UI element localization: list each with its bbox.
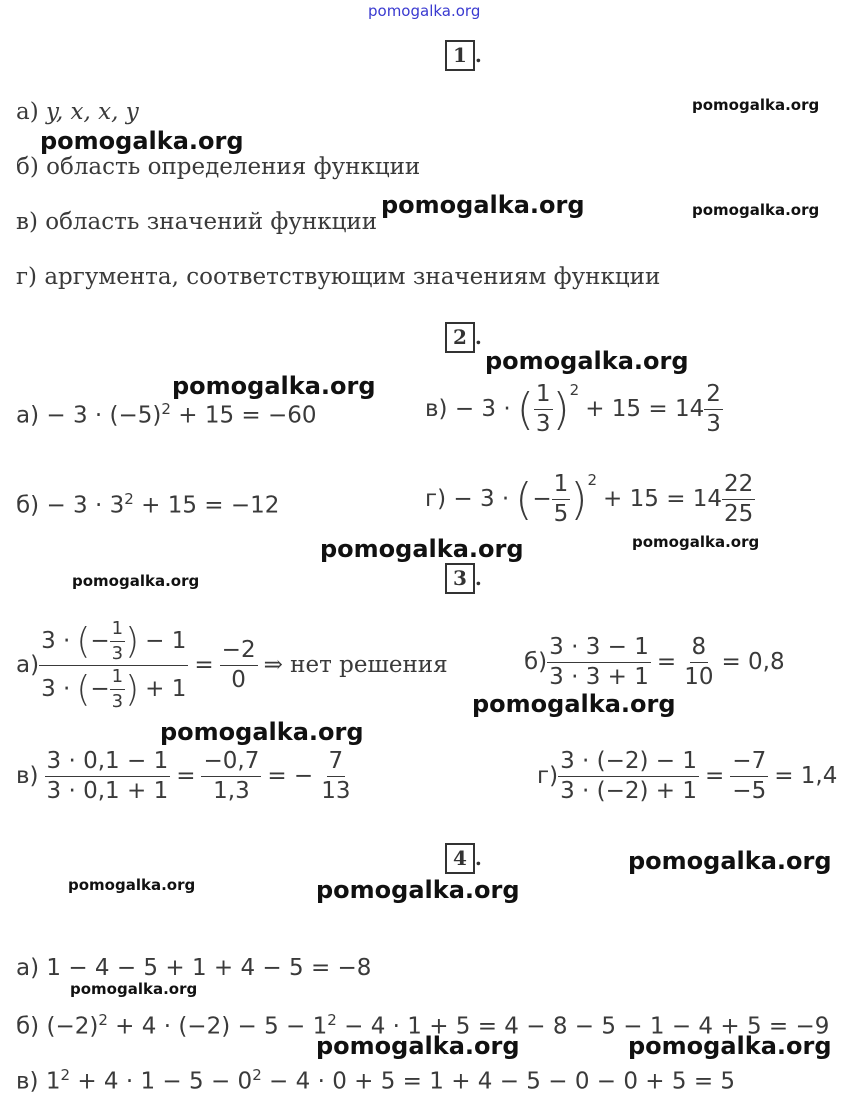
watermark: pomogalka.org: [172, 372, 376, 400]
watermark: pomogalka.org: [40, 127, 244, 155]
watermark: pomogalka.org: [316, 876, 520, 904]
section-1-header: 1 .: [445, 40, 482, 71]
task2-v: в) − 3 · ( $\frac{1}{3}$ ) 2 + 15 = 14 $\frac{2}{3}$: [425, 381, 721, 437]
watermark: pomogalka.org: [72, 572, 200, 590]
task2-g: г) − 3 · ( − $\frac{1}{5}$ ) 2 + 15 = 14 $\frac{22}{25}$: [425, 471, 754, 527]
task1-a: а) y, x, x, y: [16, 99, 139, 125]
watermark: pomogalka.org: [632, 533, 760, 551]
watermark: pomogalka.org: [692, 96, 820, 114]
watermark: pomogalka.org: [68, 876, 196, 894]
task4-b: б) $(-2)^2 + 4 \cdot (-2) - 5 - 1^2 - 4 \cdot 1 + 5 = 4 - 8 - 5 - 1 - 4 + 5 = -9$: [16, 1011, 830, 1040]
task2-b: $б) - 3 \cdot 3^2 + 15 = -12$: [16, 490, 280, 519]
watermark: pomogalka.org: [628, 847, 832, 875]
task3-a: а) 3 · ( − $\frac{1}{3}$ ) − 1 3 · ( − $\frac{1}{3}$ ) + 1 = $\frac{-2}{0}$ ⇒ нет решения: [16, 618, 448, 712]
section-2-number: 2: [445, 322, 475, 353]
task4-a: а) 1 − 4 − 5 + 1 + 4 − 5 = −8: [16, 955, 372, 981]
watermark: pomogalka.org: [628, 1032, 832, 1060]
task3-b: б) $\frac{3 \cdot 3 - 1}{3 \cdot 3 + 1}$ = $\frac{8}{10}$ = 0,8: [524, 634, 785, 690]
watermark: pomogalka.org: [316, 1032, 520, 1060]
section-1-number: 1: [445, 40, 475, 71]
task1-g: г) аргумента, соответствующим значениям функции: [16, 264, 661, 290]
section-3-number: 3: [445, 563, 475, 594]
section-4-number: 4: [445, 843, 475, 874]
task1-v: в) область значений функции: [16, 209, 378, 235]
task3-v: в) $\frac{3 \cdot 0,1 - 1}{3 \cdot 0,1 + 1}$ = $\frac{-0,7}{1,3}$ = − $\frac{7}{13}$: [16, 748, 351, 804]
section-3-header: 3 .: [445, 563, 482, 594]
watermark: pomogalka.org: [692, 201, 820, 219]
watermark: pomogalka.org: [70, 980, 198, 998]
watermark: pomogalka.org: [381, 191, 585, 219]
task1-b: б) область определения функции: [16, 154, 421, 180]
watermark-top: pomogalka.org: [368, 2, 481, 20]
watermark: pomogalka.org: [485, 347, 689, 375]
section-4-header: 4 .: [445, 843, 482, 874]
task2-a: $а) - 3 \cdot (-5)^2 + 15 = -60$: [16, 400, 317, 429]
section-2-header: 2 .: [445, 322, 482, 353]
task3-g: г) $\frac{3 \cdot (-2) - 1}{3 \cdot (-2) + 1}$ = $\frac{-7}{-5}$ = 1,4: [537, 748, 838, 804]
watermark: pomogalka.org: [472, 690, 676, 718]
watermark: pomogalka.org: [160, 718, 364, 746]
watermark: pomogalka.org: [320, 535, 524, 563]
task4-v: в) $1^2 + 4 \cdot 1 - 5 - 0^2 - 4 \cdot 0 + 5 = 1 + 4 - 5 - 0 - 0 + 5 = 5$: [16, 1066, 736, 1095]
